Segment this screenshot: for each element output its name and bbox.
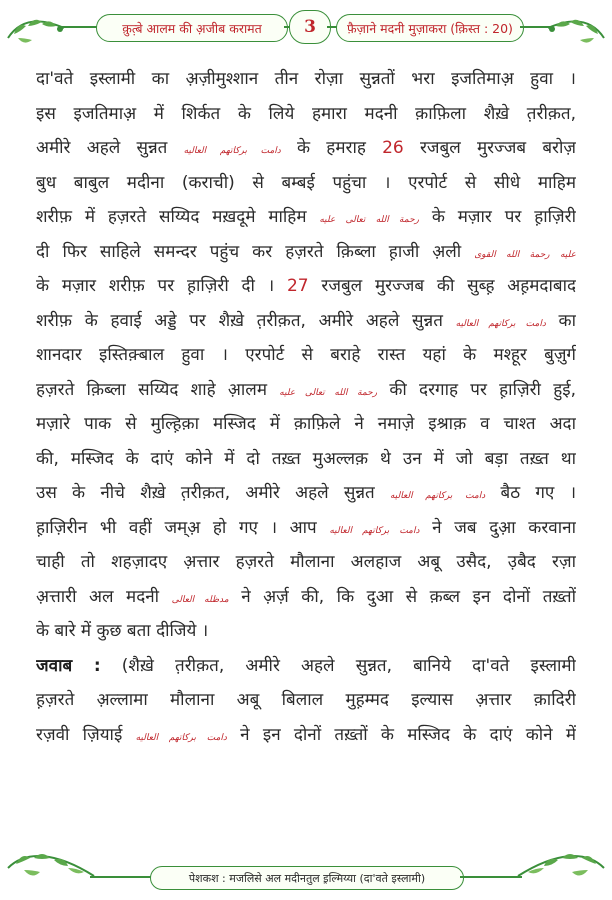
text-segment: दा'वते इस्लामी का अ़ज़ीमुश्शान तीन रोज़ा सुन्नतों भरा इजतिमाअ़ हुवा । [36, 69, 576, 89]
floral-ornament-icon [546, 8, 606, 50]
text-segment: शरीफ़ के हवाई अड्डे पर शैख़े त़रीक़त, अमीरे अहले सुन्नत [36, 310, 456, 331]
text-segment: अमीरे अहले सुन्नत [36, 138, 184, 158]
text-line [36, 580, 576, 615]
text-segment: के मज़ार शरीफ़ पर ह़ाज़िरी दी । [36, 276, 287, 296]
text-segment: शानदार इस्तिक़्बाल हुवा । एरपोर्ट से बराहे रास्त यहां के मश्हूर बुज़ुर्ग [36, 345, 576, 365]
date-number: 26 [382, 138, 404, 158]
floral-ornament-icon [6, 846, 96, 886]
series-title: फ़ैज़ाने मदनी मुज़ाकरा (क़िस्त : 20) [336, 14, 524, 42]
text-segment: रज़वी ज़ियाई [36, 724, 136, 745]
text-line [36, 166, 576, 201]
text-segment: के हमराह [280, 138, 383, 158]
text-segment: इस इजतिमाअ़ में शिर्कत के लिये हमारा मदनी क़ाफ़िला शैख़े त़रीक़त, [36, 103, 576, 124]
text-line [36, 718, 576, 753]
honorific-script: مدظله العالی [171, 594, 229, 605]
text-line [36, 407, 576, 442]
text-segment: ने इन दोनों तख़्तों के मस्जिद के दाएं कोने में [226, 724, 576, 745]
text-line [36, 614, 576, 649]
honorific-script: دامت برکاتهم العالیه [135, 732, 227, 743]
honorific-script: دامت برکاتهم العالیه [183, 146, 281, 156]
text-segment: (शैख़े त़रीक़त, अमीरे अहले सुन्नत, बानिये दा'वते इस्लामी [100, 655, 576, 676]
text-line [36, 131, 576, 166]
book-title: क़ुत़्बे आलम की अ़जीब करामत [96, 14, 288, 42]
text-line [36, 200, 576, 235]
text-segment: उस के नीचे शैख़े त़रीक़त, अमीरे अहले सुन्नत [36, 483, 390, 503]
text-segment: चाही तो शहज़ादए अ़त्तार हज़रते मौलाना अलहाज अबू उसैद, उ़बैद रज़ा [36, 552, 576, 572]
honorific-script: رحمة الله تعالی علیه [319, 215, 419, 225]
text-segment: ह़ाज़िरीन भी वहीं जम्अ़ हो गए । आप [36, 517, 330, 538]
text-segment: रजबुल मुरज्जब बरोज़ [403, 138, 576, 158]
text-line [36, 304, 576, 339]
body-text [36, 62, 576, 752]
text-line [36, 373, 576, 408]
text-segment: के बारे में कुछ बता दीजिये । [36, 621, 209, 641]
text-segment: रजबुल मुरज्जब की सुब्ह़ अह़मदाबाद [308, 276, 576, 296]
answer-label: जवाब : [36, 655, 101, 676]
page-header [0, 0, 612, 60]
text-line [36, 545, 576, 580]
text-segment: शरीफ़ में हज़रते सय्यिद मख़दूमे माहिम [36, 207, 320, 227]
date-number: 27 [286, 276, 309, 296]
honorific-script: رحمة الله تعالی علیه [279, 387, 378, 398]
text-line [36, 649, 576, 684]
page-number: 3 [289, 10, 331, 44]
text-segment: की, मस्जिद के दाएं कोने में दो तख़्त मुअल्लक़ थे उन में जो बड़ा तख़्त था [36, 448, 576, 469]
honorific-script: علیه رحمة الله القوی [474, 249, 576, 260]
honorific-script: دامت برکاتهم العالیه [455, 318, 546, 329]
text-segment: की दरगाह पर ह़ाज़िरी हुई, [377, 379, 576, 400]
text-segment: ने जब दुआ़ करवाना [419, 517, 576, 538]
text-segment: बैठ गए । [485, 483, 576, 503]
text-line [36, 235, 576, 270]
text-segment: के मज़ार पर ह़ाज़िरी [419, 207, 576, 227]
text-segment: बुध बाबुल मदीना (कराची) से बम्बई पहुंचा । एरपोर्ट से सीधे माहिम [36, 172, 576, 193]
text-line [36, 683, 576, 718]
floral-ornament-icon [6, 8, 66, 50]
floral-ornament-icon [516, 846, 606, 886]
publisher-credit: पेशकश : मजलिसे अल मदीनतुल इ़ल्मिय्या (दा'वते इस्लामी) [150, 866, 464, 890]
honorific-script: دامت برکاتهم العالیه [329, 525, 420, 536]
text-segment: दी फिर साहिले समन्दर पहुंच कर हज़रते क़िब्ला ह़ाजी अ़ली [36, 241, 475, 262]
text-segment: का [545, 310, 576, 331]
text-line [36, 62, 576, 97]
text-line [36, 97, 576, 132]
text-line [36, 511, 576, 546]
text-segment: ह़ज़रते अ़ल्लामा मौलाना अबू बिलाल मुह़म्मद इल्यास अ़त्तार क़ादिरी [36, 690, 576, 710]
page-footer [0, 840, 612, 900]
text-line [36, 269, 576, 304]
text-line [36, 338, 576, 373]
text-segment: हज़रते क़िब्ला सय्यिद शाहे आ़लम [36, 379, 280, 400]
text-segment: अ़त्तारी अल मदनी [36, 586, 172, 607]
honorific-script: دامت برکاتهم العالیه [389, 491, 486, 501]
text-line [36, 442, 576, 477]
text-segment: मज़ारे पाक से मुल्ह़िक़ा मस्जिद में क़ाफ़िले ने नमाज़े इश्राक़ व चाश्त अदा [36, 414, 576, 434]
text-segment: ने अ़र्ज़ की, कि दुआ से क़ब्ल इन दोनों तख़्तों [228, 586, 576, 607]
text-line [36, 476, 576, 511]
